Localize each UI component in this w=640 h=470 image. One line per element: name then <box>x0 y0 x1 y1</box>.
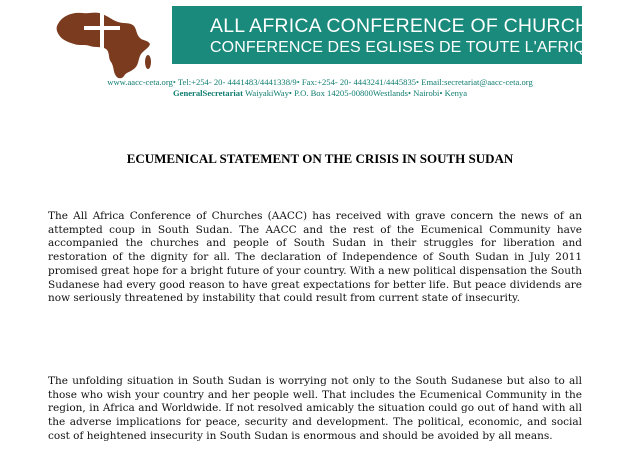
cross-horizontal-bar <box>84 26 120 30</box>
email-link[interactable]: Email:secretariat@aacc-ceta.org <box>421 77 533 87</box>
telephone-numbers: Tel:+254- 20- 4441483/4441338/9 <box>177 77 297 87</box>
address-line: GeneralSecretariat WaiyakiWay• P.O. Box 14205-00800Westlands• Nairobi• Kenya <box>172 88 468 98</box>
contact-line: www.aacc-ceta.org• Tel:+254- 20- 4441483/4441338/9• Fax:+254- 20- 4443241/4445835• Email:secretariat@aacc-ceta.org <box>107 77 533 87</box>
general-secretariat-label: GeneralSecretariat <box>172 88 243 98</box>
address-po-box: P.O. Box 14205-00800Westlands <box>294 88 408 98</box>
address-street: WaiyakiWay <box>244 88 289 98</box>
cross-vertical-bar <box>100 8 104 72</box>
madagascar-shape <box>145 55 151 69</box>
address-city: Nairobi <box>413 88 440 98</box>
paragraph-1: The All Africa Conference of Churches (AACC) has received with grave concern the news of an attempted coup in South Sudan. The AACC and the rest of the Ecumenical Community have accompanied the churches and people of South Sudan in their struggles for liberation and restoration of the dignity for all. The declaration of Independence of South Sudan in July 2011 promised great hope for a bright future of your country. With a new political dispensation the South Sudanese had every good reason to have great expectations for better life. But peace dividends are now seriously threatened by instability that could result from current state of insecurity. <box>48 210 582 305</box>
org-name-french: CONFERENCE DES EGLISES DE TOUTE L'AFRIQUE <box>210 39 609 56</box>
org-name-english: ALL AFRICA CONFERENCE OF CHURCHES <box>210 15 616 37</box>
website-link[interactable]: www.aacc-ceta.org <box>107 77 173 87</box>
document-title: ECUMENICAL STATEMENT ON THE CRISIS IN SOUTH SUDAN <box>126 151 514 166</box>
aacc-logo-africa-cross-icon <box>40 2 170 80</box>
address-country: Kenya <box>444 88 468 98</box>
fax-numbers: Fax:+254- 20- 4443241/4445835 <box>301 77 417 87</box>
paragraph-2: The unfolding situation in South Sudan is worrying not only to the South Sudanese but also to all those who wish your country and her people well. That includes the Ecumenical Community in the region, in Africa and Worldwide. If not resolved amicably the situation could go out of hand with all the adverse implications for peace, security and development. The political, economic, and social cost of heightened insecurity in South Sudan is enormous and should be avoided by all means. <box>48 375 582 442</box>
